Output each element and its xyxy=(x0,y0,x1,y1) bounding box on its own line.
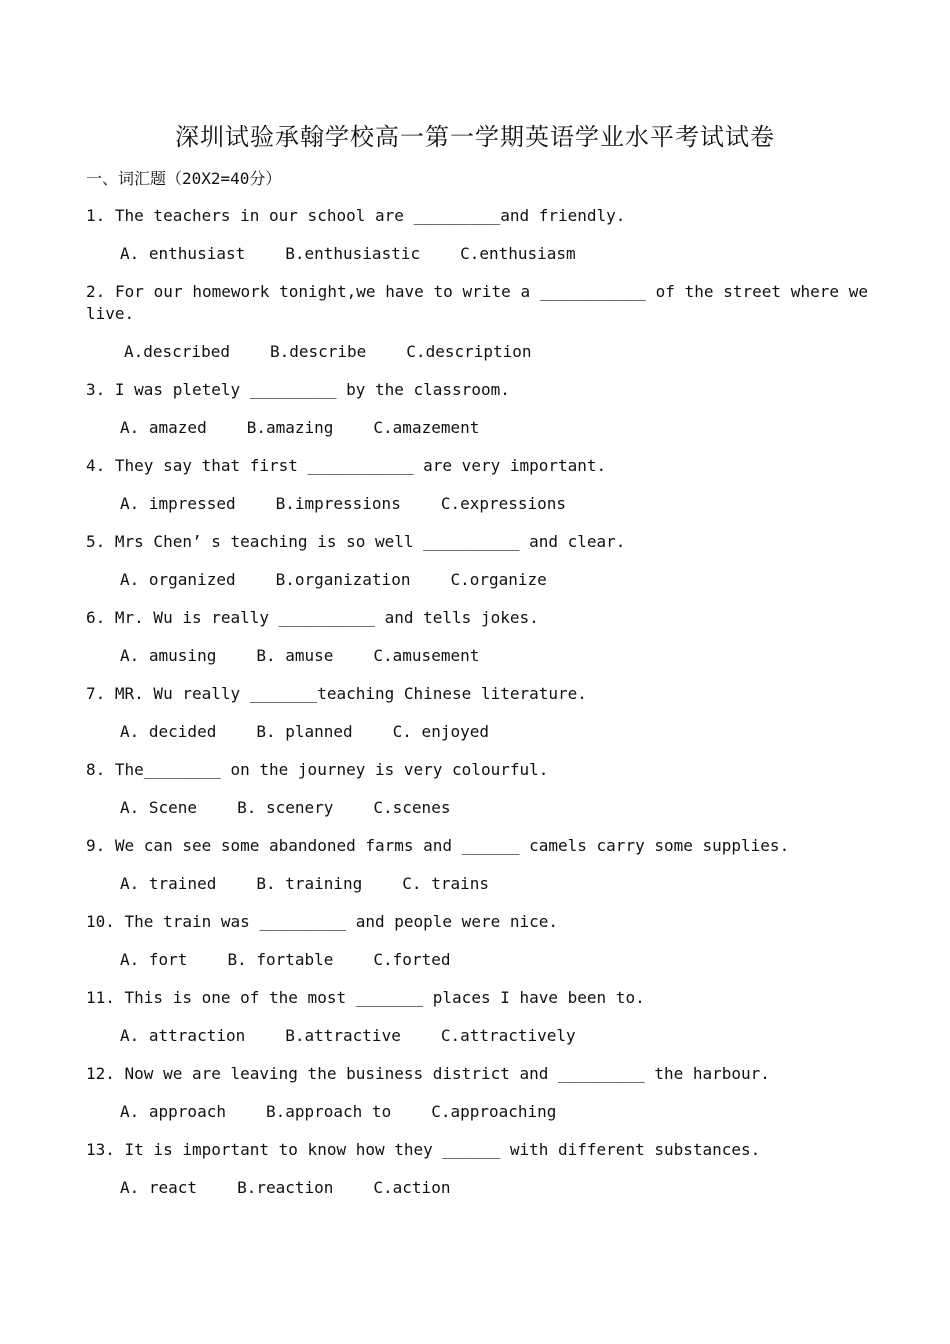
option-b: B.impressions xyxy=(275,494,401,513)
question-stem: 3. I was pletely _________ by the classroom. xyxy=(86,380,510,399)
question-stem: 7. MR. Wu really _______teaching Chinese literature. xyxy=(86,684,587,703)
option-b: B.reaction xyxy=(237,1178,334,1197)
option-b: B.describe xyxy=(269,342,367,361)
answer-options xyxy=(86,569,868,591)
question-stem: 8. The________ on the journey is very colourful. xyxy=(86,760,549,779)
answer-options xyxy=(86,1177,868,1199)
question-item xyxy=(86,911,868,971)
answer-options xyxy=(86,341,868,363)
question-item xyxy=(86,281,868,363)
question-item xyxy=(86,205,868,265)
option-a: A. enthusiast xyxy=(120,244,246,263)
option-a: A. attraction xyxy=(120,1026,246,1045)
question-item xyxy=(86,759,868,819)
option-c: C.description xyxy=(406,342,532,361)
option-b: B.amazing xyxy=(246,418,334,437)
option-b: B. planned xyxy=(256,722,353,741)
answer-options xyxy=(86,949,868,971)
option-a: A. impressed xyxy=(120,494,236,513)
option-a: A. react xyxy=(120,1178,198,1197)
question-stem: 13. It is important to know how they ______ with different substances. xyxy=(86,1140,761,1159)
question-item xyxy=(86,531,868,591)
option-b: B.enthusiastic xyxy=(285,244,421,263)
answer-options xyxy=(86,1025,868,1047)
question-item xyxy=(86,683,868,743)
question-item xyxy=(86,987,868,1047)
option-b: B.attractive xyxy=(285,1026,401,1045)
question-item xyxy=(86,1063,868,1123)
exam-title: 深圳试验承翰学校高一第一学期英语学业水平考试试卷 xyxy=(175,123,775,151)
question-item xyxy=(86,835,868,895)
answer-options xyxy=(86,797,868,819)
option-a: A. decided xyxy=(120,722,217,741)
question-stem: 9. We can see some abandoned farms and ______ camels carry some supplies. xyxy=(86,836,790,855)
option-c: C.amusement xyxy=(373,646,480,665)
question-list xyxy=(86,205,868,1199)
option-a: A. Scene xyxy=(120,798,198,817)
option-c: C.enthusiasm xyxy=(460,244,576,263)
answer-options xyxy=(86,417,868,439)
option-a: A. fort xyxy=(120,950,188,969)
option-c: C.attractively xyxy=(440,1026,576,1045)
option-a: A. organized xyxy=(120,570,236,589)
question-stem: 6. Mr. Wu is really __________ and tells jokes. xyxy=(86,608,539,627)
answer-options xyxy=(86,645,868,667)
option-a: A.described xyxy=(124,342,230,361)
option-c: C.approaching xyxy=(431,1102,557,1121)
option-c: C.action xyxy=(373,1178,451,1197)
section-heading: 一、词汇题（20X2=40分） xyxy=(86,169,282,188)
option-c: C.scenes xyxy=(373,798,451,817)
option-a: A. approach xyxy=(120,1102,226,1121)
option-b: B. amuse xyxy=(256,646,334,665)
option-a: A. amazed xyxy=(120,418,207,437)
option-c: C.forted xyxy=(373,950,451,969)
question-stem: 12. Now we are leaving the business district and _________ the harbour. xyxy=(86,1064,770,1083)
option-b: B.approach to xyxy=(265,1102,392,1121)
question-stem: 5. Mrs Chen’ s teaching is so well __________ and clear. xyxy=(86,532,626,551)
option-b: B. training xyxy=(256,874,363,893)
option-b: B.organization xyxy=(275,570,411,589)
answer-options xyxy=(86,873,868,895)
question-stem: 11. This is one of the most _______ places I have been to. xyxy=(86,988,645,1007)
question-stem: 1. The teachers in our school are _________and friendly. xyxy=(86,206,626,225)
option-c: C.expressions xyxy=(440,494,567,513)
question-item xyxy=(86,455,868,515)
answer-options xyxy=(86,721,868,743)
answer-options xyxy=(86,493,868,515)
question-item xyxy=(86,1139,868,1199)
option-b: B. fortable xyxy=(227,950,334,969)
option-c: C. enjoyed xyxy=(392,722,489,741)
question-stem: 4. They say that first ___________ are very important. xyxy=(86,456,607,475)
option-b: B. scenery xyxy=(237,798,334,817)
option-a: A. amusing xyxy=(120,646,217,665)
option-c: C.amazement xyxy=(373,418,480,437)
option-c: C. trains xyxy=(402,874,489,893)
question-item xyxy=(86,379,868,439)
question-stem: 10. The train was _________ and people were nice. xyxy=(86,912,559,931)
question-item xyxy=(86,607,868,667)
answer-options xyxy=(86,1101,868,1123)
option-a: A. trained xyxy=(120,874,217,893)
option-c: C.organize xyxy=(450,570,547,589)
question-stem: 2. For our homework tonight,we have to write a ___________ of the street where we live. xyxy=(86,282,868,323)
answer-options xyxy=(86,243,868,265)
